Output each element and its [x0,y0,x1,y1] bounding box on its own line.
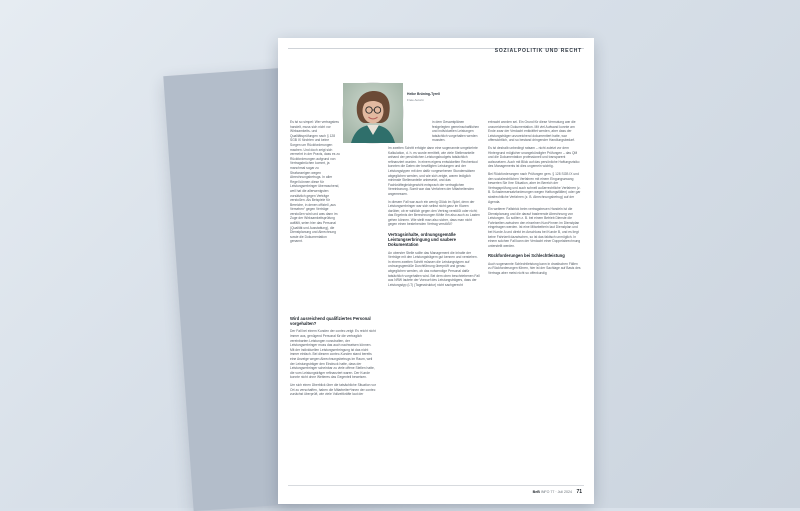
col3-paragraph-1: erbracht worden sei. Ein Grund für diese Vermutung war die unzureichende Dokumentation. Mit viel Aufwand konnte am Ende zwar der Verdacht entkräftet werden, aber dass der Leistungsträger unzureichend dokumentiert hatte, war offensichtlich, und so bestand dringender Handlungsbedarf. [488,120,576,143]
column-2 [388,120,480,486]
column-3 [488,120,582,486]
col3-paragraph-5: Auch sogenannte Schlechtleistung kann in drastischen Fällen zu Rückforderungen führen, hier ist der Sachlage auf Basis des Vertrags aber meist nicht so offenkundig [488,261,581,275]
page-number: 71 [576,489,582,495]
caption-name: Heike Brüning-Tyrell [407,92,440,96]
col2-paragraph-1: in dem Gesamtplänen festgelegten gemeinschaftlichen und individuellen Leistungen tatsächlich vorgehalten werden mussten. [432,120,480,143]
col3-paragraph-3: Bei Rückforderungen nach Prüfungen gem. § 128 SGB IX und den sozialrechtlichen Verfahren mit einem Eingungszwang bewerten Sie Ihre Situation, aber im Bereich der Vertragsprüfung und auch schnell außerrechtliche Verfahren (z. B. Schadensersatzforderungen wegen Haftungsfällen) oder gar strafrechtliche Verfahren (z. B. Abrechnungsbetrug) auf der Agenda. [488,171,581,204]
col1-paragraph-2: Der Fall bei einem Kunden der contec zeigt: Es reicht nicht immer aus, genügend Personal für die vertraglich vereinbarten Leistungen vorzuhalten, der Leistungserbringer muss das auch nachweisen können. Mit der individuellen Leistungserbringung ist das nicht immer einfach. Bei diesem contec-Kunden stand bereits eine Anzeige wegen Abrechnungsbetrugs im Raum, weil der Leistungsträger den Eindruck hatte, dass der Leistungserbringer scheinbar zu viele offene Stellen hatte, die vom Leistungsträger refinanziert waren. Der Kunde konnte nicht ohne Weiteres das Gegenteil beweisen. [290,329,376,380]
caption-role: Freie Autorin [407,98,425,102]
column-1 [290,156,376,486]
col2-paragraph-3: In diesem Fall war auch ein wenig Glück im Spiel, denn der Leistungserbringer war sich selbst nicht ganz im Klaren darüber, ob er wirklich gegen den Vertrag verstößt oder nicht; das Ergebnis der Berechnungen fühlte ihn also auch zu Lasten gehen können. Wie stellt man also sicher, dass man nicht gegen einen bestehenden Vertrag verstößt? [388,199,480,227]
col1-heading: Wird ausreichend qualifiziertes Personal vorgehalten? [290,316,371,327]
intro-text: Es ist so simpel: Wer vertragstreu handelt, muss sich nicht vor Wirksamkeits- und Qualitätsprüfungen nach § 128 SGB IX fürchten und keine Sorgen um Rückforderungen machen. Und doch zeigt sich vermehrt in der Praxis, dass es zu Rückforderungen aufgrund von Vertragsbrüchen kommt, ja manchmal sogar zu Strafanzeigen wegen Abrechnungsbetrugs. In aller Regel können diese für Leistungserbringer überraschend, weil hat die allerwenigsten vorsätzlich gegen Verträge verstoßen. Als Beispiele für Bereiche, in denen offiziell „aus Versehen“ gegen Verträge verstoßen wird und was dann im Zuge der Wirksamkeitsprüfung auffällt, seien hier das Personal (Qualität und Ausstattung), die Dienstplanung und Abrechnung sowie die Dokumentation genannt. [290,120,340,244]
col2-heading: Vertragsinhalte, ordnungsgemäße Leistungserbringung und saubere Dokumentation [388,232,456,248]
col1-paragraph-3: Um sich einen Überblick über die tatsächliche Situation vor Ort zu verschaffen, haben die Mitarbeiter*innen der contec zunächst überprüft, wie viele Vollzeitkräfte laut der [290,382,376,397]
col2-paragraph-4: An oberster Stelle sollte das Management die Inhalte der Verträge mit den Leistungsträgern gut kennen und verstehen. In einem zweiten Schritt müssen die Leistungstypen auf ordnungsgemäße Durchführung überprüft und genau abgeglichen werden, ob das notwendige Personal dafür tatsächlich vorgehalten wird. Bei dem oben beschriebenen Fall aus NRW lautete der Vorwurf des Leistungsträgers, dass der Leistungstyp (LT) (Tagesstruktur) nicht sachgerecht [388,250,480,287]
col3-paragraph-4: Ein weiterer Fallstrick beim vertragstreuen Handeln ist die Dienstplanung und die darauf basierende Abrechnung von Leistungen. So sollten z. B. bei einem Betrieb Dienste die Fahrtzeiten zwischen den einzelnen Kund*innen im Dienstplan eingetragen werden. Ist eine Mitarbeiterin laut Dienstplan und bei Kunde A und direkt im Anschluss bei Kunde B, und es liegt keine Fahrtzeit dazwischen, so ist das faktisch unmöglich. In einem solchen Fall kann der Verdacht einer Doppelabrechnung unterstellt werden. [488,207,581,248]
footer-magazine-name: BeB [532,490,540,494]
section-title: SOZIALPOLITIK UND RECHT [494,48,582,54]
footer-issue: INFO 77 · Juli 2024 [540,490,572,494]
footer-magazine [533,490,572,494]
magazine-page [278,38,594,504]
col2-paragraph-2: Im zweiten Schritt erfolgte dann eine sogenannte umgekehrte Kalkulation, d. h. es wurde ermittelt, wie viele Stellenanteile anhand der persönlichen Leistungsbudgets tatsächlich refinanziert wurden. In einem eigens entwickelten Rechentool konnten die Daten der bewilligten Leistungen und der Leistungstypen mit den dafür vorgesehenen Stundensätzen abgeglichen werden, und wie sich zeigte, waren lediglich minimale Stellenanteile unbesetzt, und das Fachkräftegleichgewicht entsprach der vertraglichen Vereinbarung. Somit war das Verfahren der Mitarbeitenden angemessen. [388,145,478,196]
col3-heading: Rückforderungen bei Schlechtleistung [488,253,565,259]
col3-paragraph-2: Es ist deshalb unbedingt ratsam – nicht zuletzt vor dem Hintergrund möglicher unangekündigter Prüfungen – das QM und die Dokumentation professionell und transparent aufzusetzen. Auch mit Blick auf das persönliche Haftungsrisiko des Managements ist dies ungemein wichtig. [488,145,580,169]
column-1-top [290,120,340,244]
